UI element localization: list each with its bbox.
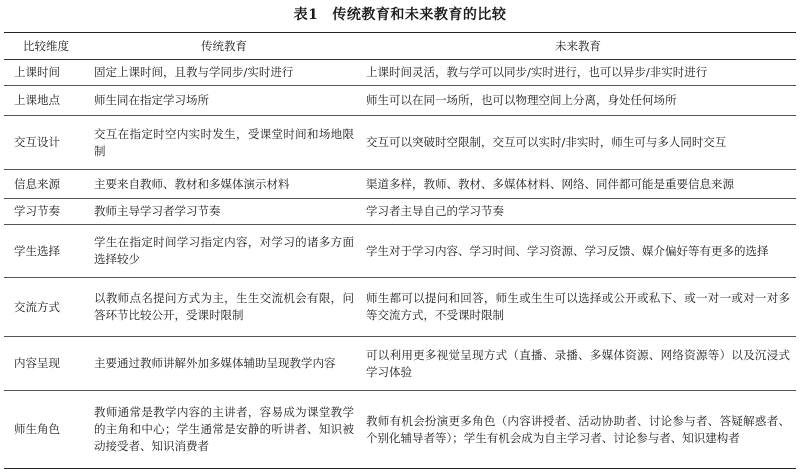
header-dimension: 比较维度: [4, 33, 88, 60]
future-cell: 师生都可以提问和回答，师生或生生可以选择或公开或私下、或一对一或对一对多等交流方式，不受课时限制: [360, 278, 796, 337]
future-cell: 学生对于学习内容、学习时间、学习资源、学习反馈、媒介偏好等有更多的选择: [360, 225, 796, 278]
table-row: [4, 391, 796, 469]
traditional-cell: 师生同在指定学习场所: [88, 86, 360, 116]
future-cell: 交互可以突破时空限制，交互可以实时/非实时，师生可与多人同时交互: [360, 116, 796, 170]
dimension-cell: 信息来源: [4, 170, 88, 199]
table-row: [4, 116, 796, 170]
table-row: [4, 86, 796, 116]
table-row: [4, 337, 796, 391]
dimension-cell: 上课地点: [4, 86, 88, 116]
traditional-cell: 教师通常是教学内容的主讲者，容易成为课堂教学的主角和中心；学生通常是安静的听讲者、知识被动接受者、知识消费者: [88, 391, 360, 469]
dimension-cell: 内容呈现: [4, 337, 88, 391]
future-cell: 师生可以在同一场所，也可以物理空间上分离，身处任何场所: [360, 86, 796, 116]
table-row: [4, 170, 796, 199]
table-row: [4, 225, 796, 278]
traditional-cell: 以教师点名提问方式为主，生生交流机会有限，问答环节比较公开，受课时限制: [88, 278, 360, 337]
traditional-cell: 教师主导学习者学习节奏: [88, 199, 360, 225]
table-row: [4, 60, 796, 86]
traditional-cell: 交互在指定时空内实时发生，受课堂时间和场地限制: [88, 116, 360, 170]
dimension-cell: 学生选择: [4, 225, 88, 278]
traditional-cell: 学生在指定时间学习指定内容，对学习的诸多方面选择较少: [88, 225, 360, 278]
future-cell: 教师有机会扮演更多角色（内容讲授者、活动协助者、讨论参与者、答疑解惑者、个别化辅导者等）；学生有机会成为自主学习者、讨论参与者、知识建构者: [360, 391, 796, 469]
header-traditional: 传统教育: [88, 33, 360, 60]
future-cell: 可以利用更多视觉呈现方式（直播、录播、多媒体资源、网络资源等）以及沉浸式学习体验: [360, 337, 796, 391]
table-caption: [0, 0, 800, 26]
header-future: 未来教育: [360, 33, 796, 60]
table-number: 表1: [293, 7, 319, 23]
dimension-cell: 交流方式: [4, 278, 88, 337]
table-row: [4, 278, 796, 337]
traditional-cell: 主要来自教师、教材和多媒体演示材料: [88, 170, 360, 199]
traditional-cell: 主要通过教师讲解外加多媒体辅助呈现教学内容: [88, 337, 360, 391]
dimension-cell: 上课时间: [4, 60, 88, 86]
dimension-cell: 学习节奏: [4, 199, 88, 225]
future-cell: 渠道多样，教师、教材、多媒体材料、网络、同伴都可能是重要信息来源: [360, 170, 796, 199]
future-cell: 上课时间灵活，教与学可以同步/实时进行，也可以异步/非实时进行: [360, 60, 796, 86]
dimension-cell: 师生角色: [4, 391, 88, 469]
traditional-cell: 固定上课时间，且教与学同步/实时进行: [88, 60, 360, 86]
dimension-cell: 交互设计: [4, 116, 88, 170]
table-row: [4, 199, 796, 225]
header-row: [4, 33, 796, 60]
comparison-table: [4, 32, 796, 469]
future-cell: 学习者主导自己的学习节奏: [360, 199, 796, 225]
table-title: 传统教育和未来教育的比较: [332, 7, 507, 23]
